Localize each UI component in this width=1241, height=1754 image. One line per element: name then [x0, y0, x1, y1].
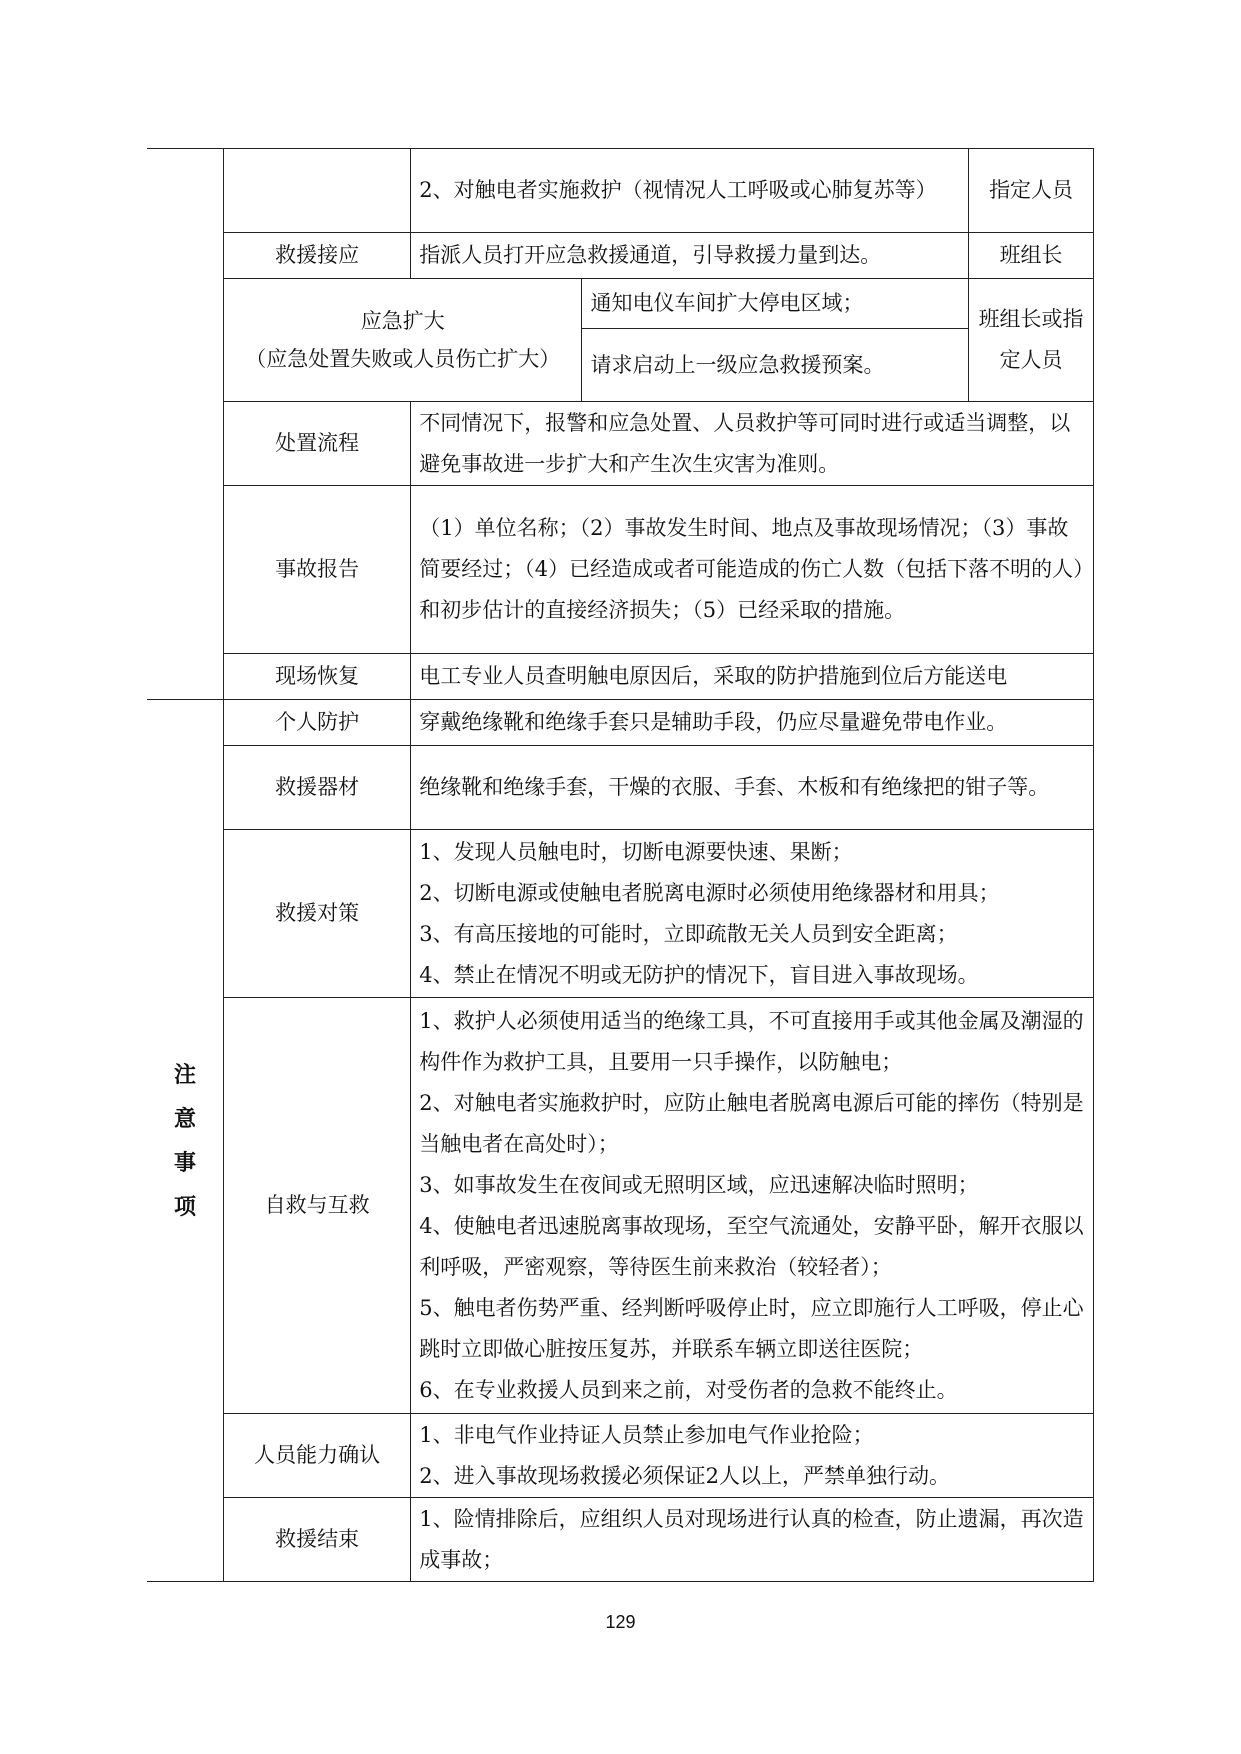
list-item: 3、有高压接地的可能时，立即疏散无关人员到安全距离；	[419, 921, 958, 946]
table-row	[147, 998, 1094, 1414]
rescue-action-cell: 2、对触电者实施救护（视情况人工呼吸或心肺复苏等）	[411, 149, 969, 233]
table-row	[147, 233, 1094, 279]
table-row	[147, 830, 1094, 998]
table-row	[147, 402, 1094, 486]
list-item: 2、对触电者实施救护时，应防止触电者脱离电源后可能的摔伤（特别是当触电者在高处时）；	[419, 1090, 1084, 1156]
table-row	[147, 486, 1094, 654]
list-item: 1、发现人员触电时，切断电源要快速、果断；	[419, 839, 853, 864]
expand-action-1: 通知电仪车间扩大停电区域；	[582, 279, 969, 329]
rescue-support-cell: 指派人员打开应急救援通道，引导救援力量到达。	[411, 233, 969, 279]
table-row	[147, 1414, 1094, 1498]
list-item: 4、使触电者迅速脱离事故现场，至空气流通处，安静平卧，解开衣服以利呼吸，严密观察，等待医生前来救治（较轻者）；	[419, 1213, 1084, 1279]
row-label: 救援接应	[224, 233, 411, 279]
responsible-cell: 指定人员	[969, 149, 1094, 233]
report-text: （1）单位名称；（2）事故发生时间、地点及事故现场情况；（3）事故简要经过；（4）已经造成或者可能造成的伤亡人数（包括下落不明的人）和初步估计的直接经济损失；（5）已经采取的措施。	[411, 486, 1094, 654]
row-label: 人员能力确认	[224, 1414, 411, 1498]
list-item: 1、救护人必须使用适当的绝缘工具，不可直接用手或其他金属及潮湿的构件作为救护工具，且要用一只手操作，以防触电；	[419, 1008, 1084, 1074]
list-item: 2、进入事故现场救援必须保证2人以上，严禁单独行动。	[419, 1463, 951, 1488]
responsible-cell: 班组长	[969, 233, 1094, 279]
side-label-blank	[147, 149, 224, 700]
table-row	[147, 700, 1094, 746]
table-row	[147, 149, 1094, 233]
list-item: 1、非电气作业持证人员禁止参加电气作业抢险；	[419, 1422, 874, 1447]
list-item: 6、在专业救援人员到来之前，对受伤者的急救不能终止。	[419, 1377, 958, 1402]
recovery-text: 电工专业人员查明触电原因后，采取的防护措施到位后方能送电	[411, 654, 1094, 700]
table-row	[147, 746, 1094, 830]
notes-side-label	[147, 700, 224, 1582]
self-rescue-cell	[411, 998, 1094, 1414]
personal-protection-text: 穿戴绝缘靴和绝缘手套只是辅助手段，仍应尽量避免带电作业。	[411, 700, 1094, 746]
expand-label-condition: （应急处置失败或人员伤亡扩大）	[245, 347, 561, 371]
table-row	[147, 279, 1094, 329]
expand-action-2: 请求启动上一级应急救援预案。	[582, 329, 969, 402]
table-row	[147, 654, 1094, 700]
row-label-blank	[224, 149, 411, 233]
page-number: 129	[605, 1612, 636, 1632]
capability-cell	[411, 1414, 1094, 1498]
list-item: 3、如事故发生在夜间或无照明区域，应迅速解决临时照明；	[419, 1172, 979, 1197]
notes-side-text: 注意事项	[173, 1061, 196, 1220]
list-item: 4、禁止在情况不明或无防护的情况下，盲目进入事故现场。	[419, 962, 979, 987]
emergency-procedure-table	[147, 148, 1094, 1582]
row-label: 救援对策	[224, 830, 411, 998]
finish-cell	[411, 1498, 1094, 1582]
row-label: 个人防护	[224, 700, 411, 746]
row-label: 处置流程	[224, 402, 411, 486]
row-label: 救援器材	[224, 746, 411, 830]
row-label: 救援结束	[224, 1498, 411, 1582]
row-label: 现场恢复	[224, 654, 411, 700]
expand-label-title: 应急扩大	[360, 309, 445, 333]
measures-cell	[411, 830, 1094, 998]
equipment-text: 绝缘靴和绝缘手套，干燥的衣服、手套、木板和有绝缘把的钳子等。	[411, 746, 1094, 830]
list-item: 5、触电者伤势严重、经判断呼吸停止时，应立即施行人工呼吸，停止心跳时立即做心脏按压复苏，并联系车辆立即送往医院；	[419, 1295, 1084, 1361]
table-row	[147, 1498, 1094, 1582]
list-item: 2、切断电源或使触电者脱离电源时必须使用绝缘器材和用具；	[419, 880, 1000, 905]
row-label: 事故报告	[224, 486, 411, 654]
expand-label-cell	[224, 279, 582, 402]
process-text: 不同情况下，报警和应急处置、人员救护等可同时进行或适当调整，以避免事故进一步扩大和产生次生灾害为准则。	[411, 402, 1094, 486]
row-label: 自救与互救	[224, 998, 411, 1414]
list-item: 1、险情排除后，应组织人员对现场进行认真的检查，防止遗漏，再次造成事故；	[419, 1506, 1084, 1572]
responsible-cell: 班组长或指定人员	[969, 279, 1094, 402]
